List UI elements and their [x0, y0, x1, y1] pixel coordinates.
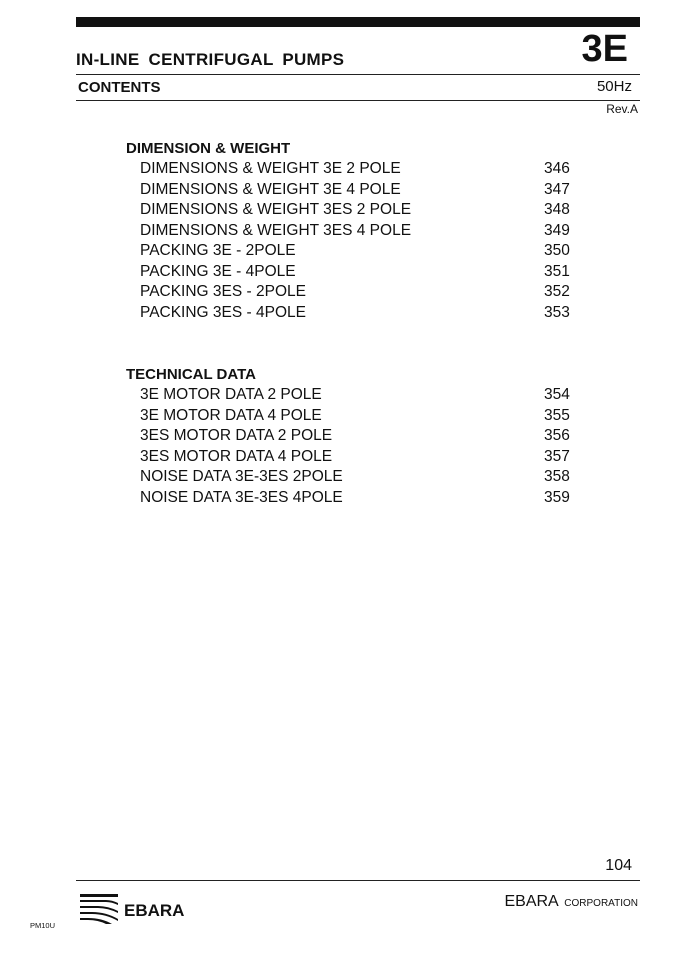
- toc-entry-label: PACKING 3E - 4POLE: [140, 262, 296, 280]
- toc-section-technical-data: [126, 365, 576, 508]
- toc-entry-page: 356: [544, 427, 570, 444]
- toc-entry: [126, 385, 576, 406]
- toc-entry-page: 358: [544, 468, 570, 485]
- toc-entry: [126, 200, 576, 221]
- toc-entry: [126, 467, 576, 488]
- toc-entry-page: 349: [544, 221, 570, 239]
- toc-entry-page: 357: [544, 447, 570, 465]
- toc-entry: [126, 159, 576, 180]
- toc-entry-label: PACKING 3ES - 2POLE: [140, 283, 306, 300]
- frequency-label: 50Hz: [596, 78, 632, 95]
- header-divider: [76, 74, 640, 75]
- toc-entry-page: 354: [544, 386, 570, 403]
- toc-entry-label: 3E MOTOR DATA 2 POLE: [140, 386, 322, 403]
- toc-entry-page: 359: [544, 488, 570, 506]
- toc-entry: [126, 406, 576, 427]
- toc-entry-page: 348: [544, 201, 570, 218]
- logo-wordmark: EBARA: [124, 901, 185, 920]
- toc-entry-label: DIMENSIONS & WEIGHT 3ES 2 POLE: [140, 201, 412, 218]
- toc-entry-label: PACKING 3ES - 4POLE: [140, 303, 306, 321]
- toc-entry-page: 352: [544, 283, 570, 300]
- toc-section-heading: TECHNICAL DATA: [126, 366, 256, 383]
- toc-entry-page: 350: [544, 242, 570, 259]
- toc-entry-label: DIMENSIONS & WEIGHT 3ES 4 POLE: [140, 221, 412, 239]
- corporation-name-main: EBARA: [504, 893, 558, 910]
- ebara-logo: [78, 890, 208, 926]
- toc-entry-label: NOISE DATA 3E-3ES 2POLE: [140, 468, 343, 485]
- toc-entry: [126, 241, 576, 262]
- toc-entry: [126, 303, 576, 324]
- series-title: IN-LINE CENTRIFUGAL PUMPS: [76, 50, 345, 69]
- toc-entry: [126, 262, 576, 283]
- footer-divider: [76, 880, 640, 881]
- toc-entry-label: 3ES MOTOR DATA 2 POLE: [140, 427, 333, 444]
- toc-entry: [126, 447, 576, 468]
- model-code: 3E: [581, 28, 628, 70]
- page-number: 104: [605, 857, 632, 874]
- section-heading: CONTENTS: [78, 79, 161, 96]
- corporation-name: [504, 893, 638, 911]
- toc-entry-label: 3E MOTOR DATA 4 POLE: [140, 406, 322, 424]
- toc-entry: [126, 282, 576, 303]
- header-divider-lower: [76, 100, 640, 101]
- toc-entry-label: NOISE DATA 3E-3ES 4POLE: [140, 488, 343, 506]
- document-code: PM10U: [30, 921, 56, 930]
- toc-entry: [126, 426, 576, 447]
- header-top-bar: [76, 17, 640, 27]
- toc-entry-page: 346: [544, 160, 570, 177]
- toc-entry-label: DIMENSIONS & WEIGHT 3E 4 POLE: [140, 180, 401, 198]
- toc-section-dimension-weight: [126, 139, 576, 323]
- toc-entry-page: 355: [544, 406, 570, 424]
- toc-entry-label: DIMENSIONS & WEIGHT 3E 2 POLE: [140, 160, 401, 177]
- toc-entry-label: PACKING 3E - 2POLE: [140, 242, 296, 259]
- toc-entry: [126, 488, 576, 509]
- toc-entry: [126, 180, 576, 201]
- toc-entry-label: 3ES MOTOR DATA 4 POLE: [140, 447, 333, 465]
- revision-label: Rev.A: [606, 102, 638, 116]
- toc-entry-page: 353: [544, 303, 570, 321]
- corporation-suffix: CORPORATION: [564, 898, 638, 909]
- toc-entry: [126, 221, 576, 242]
- toc-entry-page: 347: [544, 180, 570, 198]
- toc-entry-page: 351: [544, 262, 570, 280]
- toc-section-heading: DIMENSION & WEIGHT: [126, 140, 291, 157]
